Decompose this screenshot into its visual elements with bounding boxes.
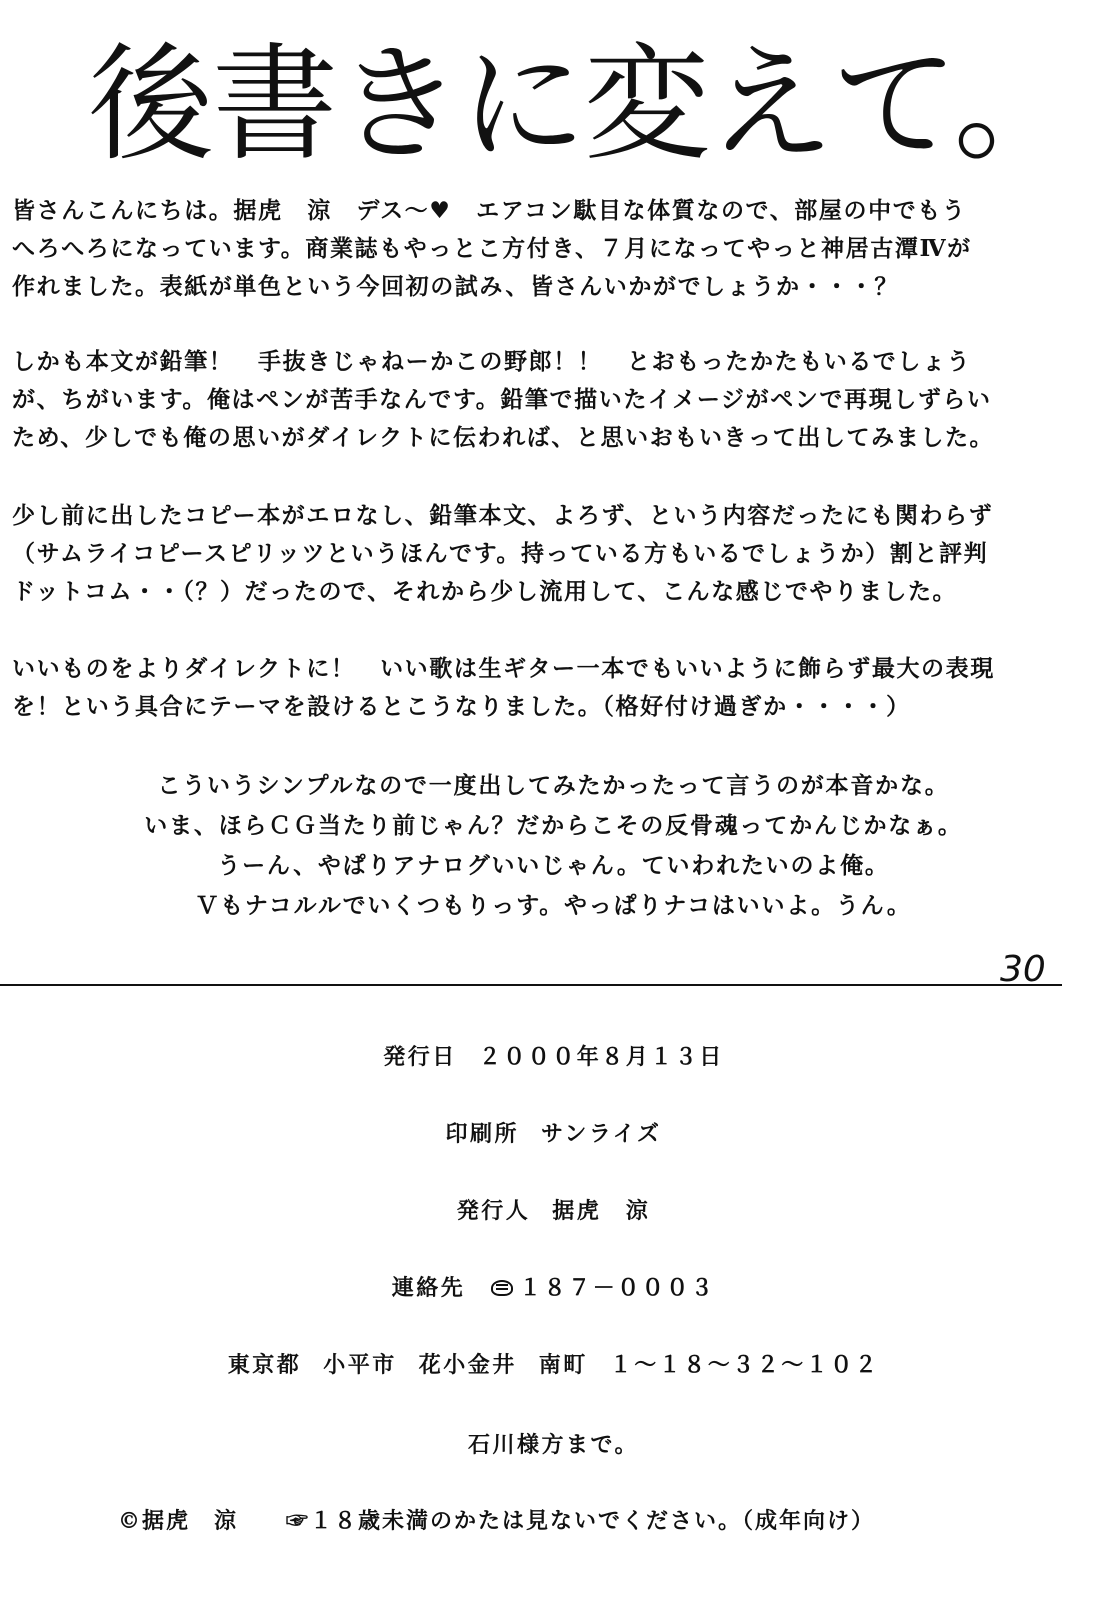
paragraph-line: 皆さんこんにちは。据虎 涼 デス～♥ エアコン駄目な体質なので、部屋の中でもう (12, 197, 967, 224)
issue-label: 発行日 (383, 1044, 457, 1070)
paragraph-line: 作れました。表紙が単色という今回初の試み、皆さんいかがでしょうか・・・？ (12, 273, 899, 300)
issue-date: ２０００年８月１３日 (478, 1044, 724, 1070)
address-district: 花小金井 (418, 1352, 517, 1378)
address-city: 小平市 (323, 1352, 397, 1378)
closing-line: こういうシンプルなので一度出してみたかったって言うのが本音かな。 (157, 772, 950, 799)
paragraph-line: へろへろになっています。商業誌もやっとこ方付き、７月になってやっと神居古潭Ⅳが (12, 235, 972, 262)
printer-name: サンライズ (540, 1121, 662, 1147)
paragraph-theme (12, 650, 1092, 726)
copyright-notice: ©据虎 涼 (118, 1508, 239, 1534)
contact-label: 連絡先 (391, 1275, 466, 1301)
closing-line: Ｖもナコルルでいくつもりっす。やっぱりナコはいいよ。うん。 (195, 892, 912, 919)
printer-label: 印刷所 (445, 1121, 519, 1147)
age-restriction-notice: ☞１８歳未満のかたは見ないでください。（成年向け） (286, 1508, 876, 1534)
footer (118, 1504, 875, 1535)
divider-rule (0, 984, 1062, 986)
colophon-printer (0, 1117, 1107, 1148)
page-number: 30 (1000, 949, 1046, 990)
colophon-issue-date (0, 1040, 1107, 1071)
closing-line: うーん、やぱりアナログいいじゃん。ていわれたいのよ俺。 (217, 852, 890, 879)
closing-line: いま、ほらＣＧ当たり前じゃん？だからこその反骨魂ってかんじかなぁ。 (144, 812, 963, 839)
paragraph-line: ため、少しでも俺の思いがダイレクトに伝われば、と思いおもいきって出してみました。 (12, 424, 995, 451)
paragraph-line: しかも本文が鉛筆！ 手抜きじゃねーかこの野郎！！ とおもったかたもいるでしょう (12, 348, 972, 375)
colophon-care-of: 石川様方まで。 (467, 1432, 640, 1458)
publisher-label: 発行人 (456, 1198, 531, 1224)
paragraph-line: が、ちがいます。俺はペンが苦手なんです。鉛筆で描いたイメージがペンで再現しずらい (12, 386, 992, 413)
postal-code: １８７－０００３ (519, 1275, 716, 1301)
colophon-contact (0, 1271, 1107, 1302)
paragraph-line: ドットコム・・（？）だったので、それから少し流用して、こんな感じでやりました。 (12, 578, 958, 605)
paragraph-line: いいものをよりダイレクトに！ いい歌は生ギター一本でもいいように飾らず最大の表現 (12, 655, 995, 682)
closing-remarks (0, 766, 1107, 926)
address-town: 南町 (538, 1352, 588, 1378)
paragraph-line: 少し前に出したコピー本がエロなし、鉛筆本文、よろず、という内容だったにも関わらず (12, 502, 994, 529)
paragraph-copy-book (12, 497, 1092, 611)
postal-mark-icon (491, 1280, 513, 1296)
colophon-publisher (0, 1194, 1107, 1225)
paragraph-line: （サムライコピースピリッツというほんです。持っている方もいるでしょうか）割と評判 (12, 540, 989, 567)
paragraph-pencil (12, 343, 1092, 457)
publisher-name: 据虎 涼 (552, 1198, 651, 1224)
address-prefecture: 東京都 (227, 1352, 302, 1378)
paragraph-greeting (12, 192, 1092, 306)
page-title: 後書きに変えて。 (88, 31, 1078, 178)
address-number: １～１８～３２～１０２ (609, 1352, 880, 1378)
colophon-address (0, 1348, 1107, 1379)
paragraph-line: を！という具合にテーマを設けるとこうなりました。（格好付け過ぎか・・・・） (12, 693, 911, 720)
